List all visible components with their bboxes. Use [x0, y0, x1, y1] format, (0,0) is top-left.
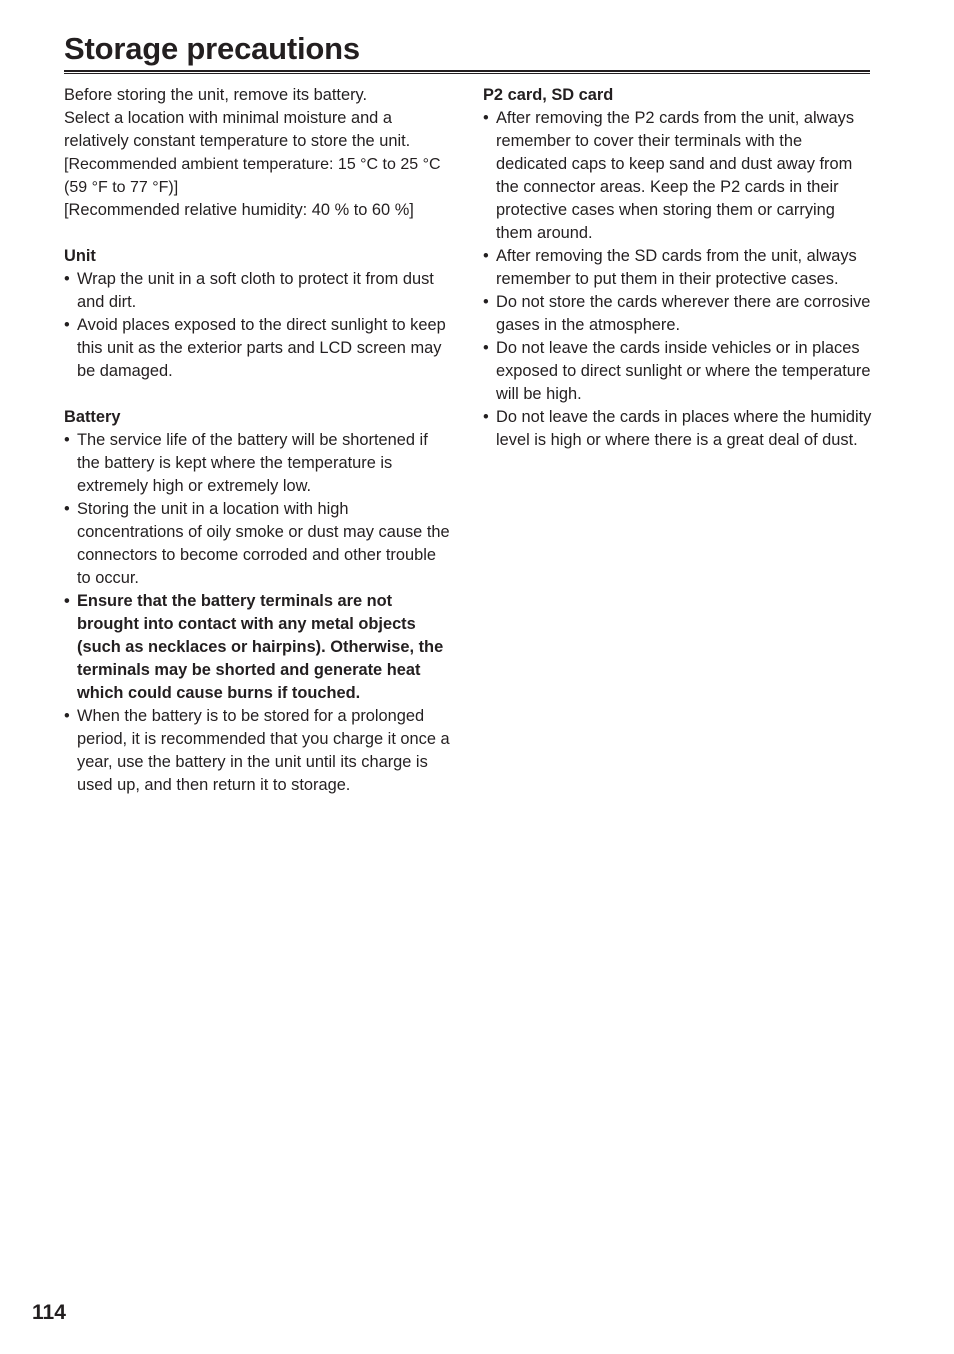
cards-list	[483, 107, 873, 452]
section-heading-cards: P2 card, SD card	[483, 86, 614, 104]
list-item-text: After removing the P2 cards from the unit, always remember to cover their terminals with the dedicated caps to keep sand and dust away from the connector areas. Keep the P2 cards in their protective cases when storing them or carrying them around.	[496, 109, 855, 242]
intro-text	[64, 84, 454, 222]
intro-line: Before storing the unit, remove its battery.	[64, 86, 368, 104]
list-item-text: Avoid places exposed to the direct sunlight to keep this unit as the exterior parts and LCD screen may be damaged.	[77, 316, 446, 380]
bullet-icon: •	[64, 592, 70, 610]
section-heading-battery: Battery	[64, 408, 121, 426]
left-column	[64, 84, 454, 797]
bullet-icon: •	[483, 339, 489, 357]
page-number: 114	[32, 1301, 66, 1324]
list-item	[483, 406, 873, 452]
bullet-icon: •	[64, 270, 70, 288]
bullet-icon: •	[483, 408, 489, 426]
unit-list	[64, 268, 454, 383]
list-item-text: Ensure that the battery terminals are not brought into contact with any metal objects (such as necklaces or hairpins). Otherwise, the terminals may be shorted and generate heat which could cause burns if touched.	[77, 592, 444, 702]
list-item	[64, 705, 454, 797]
battery-list	[64, 429, 454, 797]
list-item	[64, 314, 454, 383]
list-item-text: When the battery is to be stored for a prolonged period, it is recommended that you charge it once a year, use the battery in the unit until its charge is used up, and then return it to storage.	[77, 707, 450, 794]
list-item	[483, 337, 873, 406]
list-item-text: Do not store the cards wherever there are corrosive gases in the atmosphere.	[496, 293, 871, 334]
page-title: Storage precautions	[64, 31, 360, 66]
list-item	[483, 245, 873, 291]
bullet-icon: •	[483, 109, 489, 127]
list-item-text: The service life of the battery will be shortened if the battery is kept where the temperature is extremely high or extremely low.	[77, 431, 428, 495]
list-item	[64, 268, 454, 314]
list-item-text: Do not leave the cards in places where the humidity level is high or where there is a great deal of dust.	[496, 408, 872, 449]
list-item-text: Storing the unit in a location with high concentrations of oily smoke or dust may cause the connectors to become corroded and other trouble to occur.	[77, 500, 450, 587]
list-item-text: Wrap the unit in a soft cloth to protect it from dust and dirt.	[77, 270, 434, 311]
list-item-text: Do not leave the cards inside vehicles or in places exposed to direct sunlight or where the temperature will be high.	[496, 339, 871, 403]
bullet-icon: •	[64, 500, 70, 518]
intro-line: [Recommended ambient temperature: 15 °C to 25 °C (59 °F to 77 °F)]	[64, 156, 441, 196]
bullet-icon: •	[483, 293, 489, 311]
list-item	[64, 429, 454, 498]
title-rule	[64, 70, 870, 74]
section-heading-unit: Unit	[64, 247, 96, 265]
intro-line: [Recommended relative humidity: 40 % to 60 %]	[64, 201, 414, 219]
list-item	[483, 291, 873, 337]
bullet-icon: •	[64, 431, 70, 449]
bullet-icon: •	[64, 316, 70, 334]
list-item-text: After removing the SD cards from the unit, always remember to put them in their protective cases.	[496, 247, 857, 288]
right-column	[483, 84, 873, 452]
bullet-icon: •	[483, 247, 489, 265]
battery-section	[64, 406, 454, 797]
unit-section	[64, 245, 454, 383]
list-item	[64, 498, 454, 590]
cards-section	[483, 84, 873, 452]
intro-line: Select a location with minimal moisture and a relatively constant temperature to store the unit.	[64, 109, 411, 150]
list-item-warning	[64, 590, 454, 705]
list-item	[483, 107, 873, 245]
bullet-icon: •	[64, 707, 70, 725]
